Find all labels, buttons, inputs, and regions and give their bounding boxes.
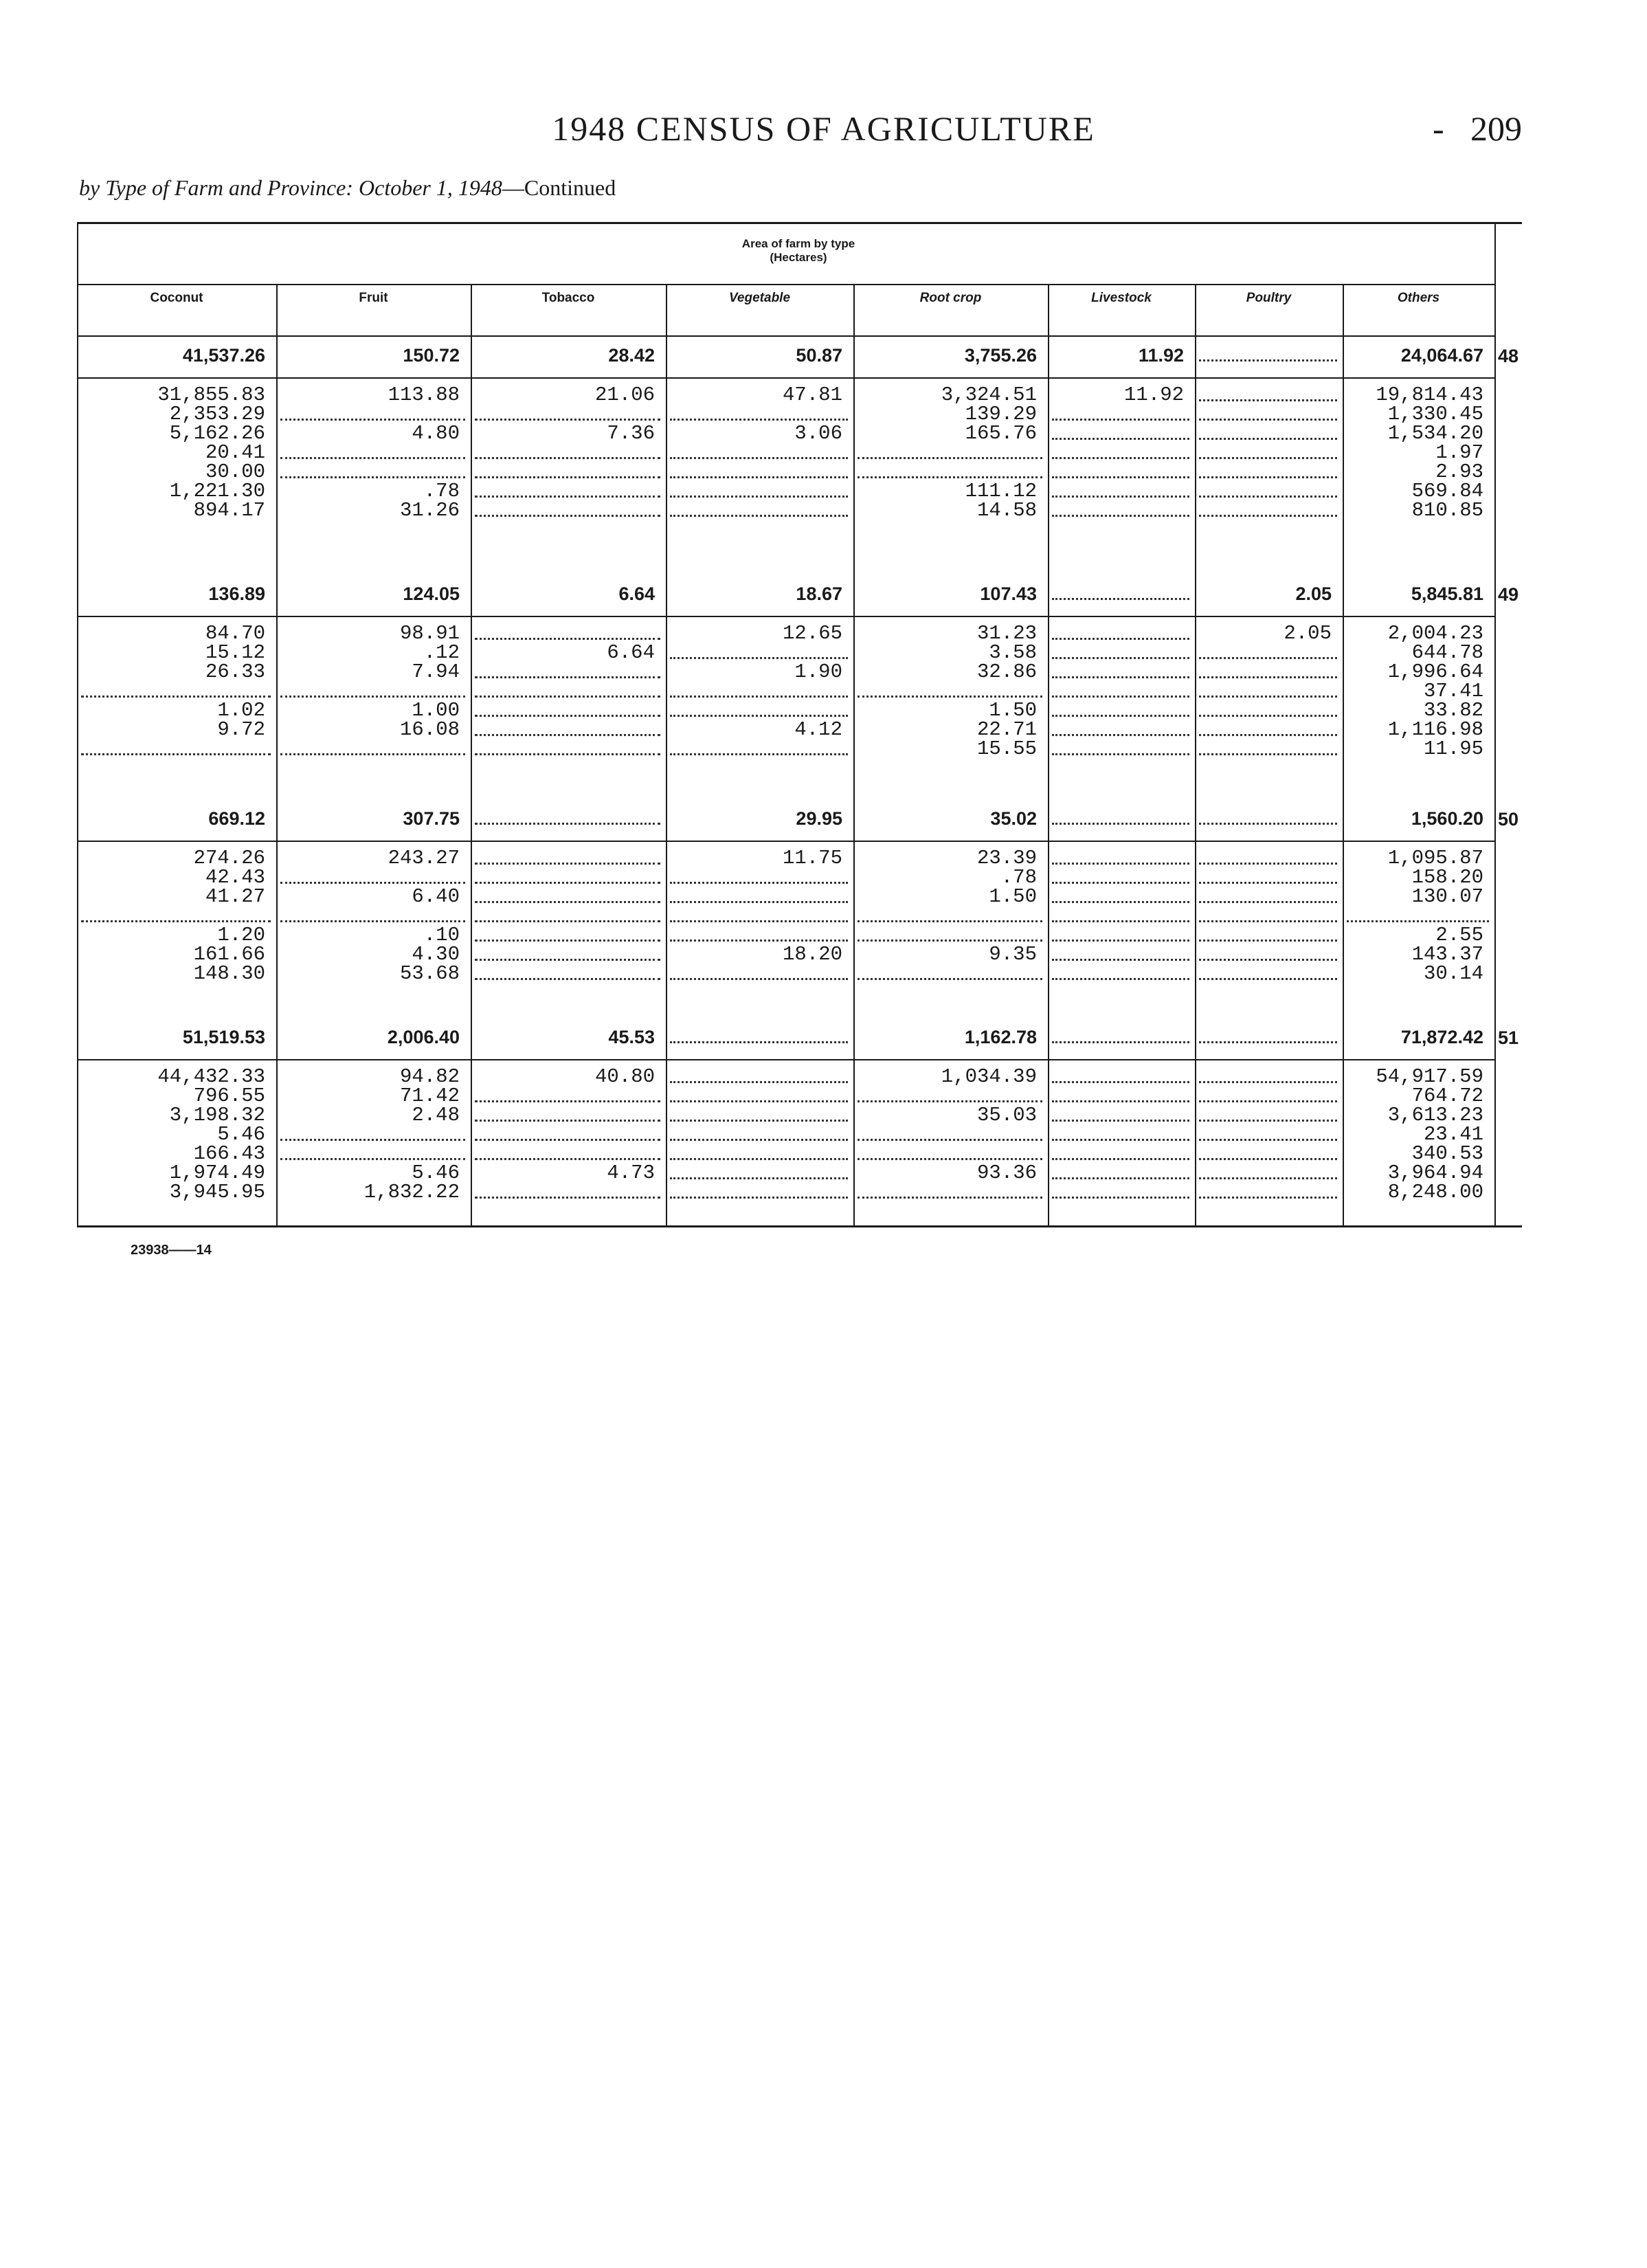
- empty-cell-leader: [1052, 638, 1189, 640]
- empty-cell-leader: [475, 1197, 660, 1199]
- column-header-coconut: Coconut: [150, 291, 203, 305]
- table-cell: 11.92: [1123, 383, 1184, 406]
- total-cell: 41,537.26: [182, 345, 265, 366]
- empty-cell-leader: [1199, 920, 1337, 922]
- empty-cell-leader: [280, 457, 465, 459]
- table-cell: 4.73: [607, 1161, 655, 1184]
- empty-cell-leader: [1199, 1081, 1337, 1083]
- empty-cell-leader: [1052, 882, 1189, 884]
- empty-cell-leader: [670, 476, 848, 478]
- table-cell: 7.36: [607, 422, 655, 445]
- table-cell: 9.72: [217, 718, 265, 741]
- column-header-fruit: Fruit: [359, 291, 388, 305]
- table-cell: 644.78: [1411, 641, 1483, 664]
- empty-cell-leader: [280, 1139, 465, 1141]
- empty-cell-leader: [280, 882, 465, 884]
- table-cell: 5.46: [412, 1161, 460, 1184]
- column-header-root-crop: Root crop: [919, 291, 982, 305]
- table-cell: 30.00: [205, 460, 265, 483]
- empty-cell-leader: [1052, 823, 1189, 825]
- table-cell: 340.53: [1411, 1142, 1483, 1165]
- empty-cell-leader: [670, 496, 848, 498]
- column-rule: [1048, 284, 1049, 1225]
- table-cell: 2.55: [1435, 924, 1483, 946]
- table-cell: 4.12: [794, 718, 842, 741]
- empty-cell-leader: [1052, 696, 1189, 698]
- page-dash: -: [1433, 109, 1444, 148]
- table-cell: 22.71: [976, 718, 1037, 741]
- column-header-poultry: Poultry: [1246, 291, 1292, 305]
- page-number: 209: [1470, 109, 1522, 148]
- empty-cell-leader: [1199, 657, 1337, 659]
- empty-cell-leader: [1052, 978, 1189, 980]
- table-cell: 1.00: [412, 699, 460, 722]
- empty-cell-leader: [1199, 496, 1337, 498]
- empty-cell-leader: [475, 734, 660, 736]
- empty-cell-leader: [475, 676, 660, 678]
- empty-cell-leader: [1199, 399, 1337, 401]
- empty-cell-leader: [670, 901, 848, 903]
- table-cell: 44,432.33: [157, 1065, 265, 1088]
- table-cell: 1,534.20: [1387, 422, 1483, 445]
- total-cell: 5,845.81: [1411, 583, 1483, 604]
- table-cell: 3,324.51: [941, 383, 1037, 406]
- empty-cell-leader: [475, 940, 660, 942]
- table-cell: 84.70: [205, 622, 265, 645]
- empty-cell-leader: [670, 978, 848, 980]
- table-cell: 810.85: [1411, 499, 1483, 522]
- empty-cell-leader: [1199, 753, 1337, 755]
- table-cell: 37.41: [1423, 680, 1483, 702]
- empty-cell-leader: [1199, 1100, 1337, 1102]
- total-cell: 3,755.26: [964, 345, 1037, 366]
- empty-cell-leader: [1052, 438, 1189, 440]
- empty-cell-leader: [280, 920, 465, 922]
- total-cell: 124.05: [403, 583, 460, 604]
- empty-cell-leader: [1052, 1081, 1189, 1083]
- section-total-rule: [77, 841, 1494, 842]
- empty-cell-leader: [670, 696, 848, 698]
- table-cell: 113.88: [388, 383, 460, 406]
- empty-cell-leader: [858, 476, 1042, 478]
- table-cell: 2,353.29: [169, 403, 265, 425]
- table-cell: 1,996.64: [1387, 660, 1483, 683]
- empty-cell-leader: [1199, 457, 1337, 459]
- table-cell: 1.20: [217, 924, 265, 946]
- empty-cell-leader: [475, 638, 660, 640]
- table-cell: 26.33: [205, 660, 265, 683]
- empty-cell-leader: [1052, 863, 1189, 865]
- table-cell: 1,095.87: [1387, 847, 1483, 869]
- table-cell: 47.81: [782, 383, 842, 406]
- empty-cell-leader: [858, 696, 1042, 698]
- table-cell: .12: [423, 641, 460, 664]
- empty-cell-leader: [1199, 863, 1337, 865]
- table-cell: 30.14: [1423, 962, 1483, 985]
- table-cell: 3,613.23: [1387, 1104, 1483, 1126]
- empty-cell-leader: [1052, 457, 1189, 459]
- empty-cell-leader: [1199, 676, 1337, 678]
- empty-cell-leader: [1199, 1197, 1337, 1199]
- empty-cell-leader: [858, 940, 1042, 942]
- table-cell: 158.20: [1411, 866, 1483, 889]
- empty-cell-leader: [858, 920, 1042, 922]
- empty-cell-leader: [475, 419, 660, 421]
- table-cell: 3.58: [989, 641, 1037, 664]
- table-cell: 11.75: [782, 847, 842, 869]
- empty-cell-leader: [1052, 1177, 1189, 1179]
- total-cell: 11.92: [1138, 345, 1184, 366]
- empty-cell-leader: [670, 1158, 848, 1160]
- group-heading: [77, 237, 1520, 265]
- table-cell: 161.66: [193, 943, 265, 966]
- table-cell: 2.05: [1284, 622, 1332, 645]
- table-cell: 3,945.95: [169, 1181, 265, 1203]
- table-cell: 20.41: [205, 441, 265, 464]
- census-table: [77, 222, 1522, 1225]
- table-cell: 130.07: [1411, 885, 1483, 908]
- table-cell: 148.30: [193, 962, 265, 985]
- total-cell: 51,519.53: [182, 1027, 265, 1047]
- total-cell: 2,006.40: [387, 1027, 460, 1047]
- empty-cell-leader: [670, 715, 848, 717]
- total-cell: 45.53: [608, 1027, 655, 1047]
- empty-cell-leader: [1052, 901, 1189, 903]
- footer-code: 23938——14: [131, 1243, 212, 1258]
- table-cell: 21.06: [594, 383, 655, 406]
- row-number: 49: [1498, 584, 1519, 605]
- table-cell: 143.37: [1411, 943, 1483, 966]
- table-cell: 6.40: [412, 885, 460, 908]
- table-cell: 3,198.32: [169, 1104, 265, 1126]
- empty-cell-leader: [1199, 476, 1337, 478]
- empty-cell-leader: [475, 1120, 660, 1122]
- table-cell: 71.42: [399, 1085, 460, 1107]
- table-cell: 2.48: [412, 1104, 460, 1126]
- table-cell: 32.86: [976, 660, 1037, 683]
- total-cell: 28.42: [608, 345, 655, 366]
- empty-cell-leader: [670, 1120, 848, 1122]
- empty-cell-leader: [1052, 419, 1189, 421]
- empty-cell-leader: [475, 1139, 660, 1141]
- empty-cell-leader: [858, 1158, 1042, 1160]
- total-cell: 35.02: [990, 808, 1037, 829]
- table-subtitle: [79, 175, 616, 201]
- empty-cell-leader: [475, 959, 660, 961]
- empty-cell-leader: [81, 920, 271, 922]
- table-cell: 19,814.43: [1376, 383, 1483, 406]
- empty-cell-leader: [1199, 940, 1337, 942]
- column-header-vegetable: Vegetable: [728, 291, 791, 305]
- table-cell: 569.84: [1411, 480, 1483, 502]
- table-cell: 1,221.30: [169, 480, 265, 502]
- empty-cell-leader: [670, 920, 848, 922]
- empty-cell-leader: [670, 457, 848, 459]
- empty-cell-leader: [1052, 1120, 1189, 1122]
- empty-cell-leader: [670, 882, 848, 884]
- subtitle-main: by Type of Farm and Province: October 1, 1948: [79, 175, 502, 200]
- empty-cell-leader: [670, 1139, 848, 1141]
- empty-cell-leader: [670, 940, 848, 942]
- empty-cell-leader: [280, 419, 465, 421]
- empty-cell-leader: [1199, 696, 1337, 698]
- table-cell: 1,832.22: [363, 1181, 460, 1203]
- total-cell: 18.67: [796, 583, 842, 604]
- empty-cell-leader: [1052, 657, 1189, 659]
- table-cell: 18.20: [782, 943, 842, 966]
- empty-cell-leader: [280, 753, 465, 755]
- subtitle-continued: —Continued: [502, 175, 616, 200]
- table-cell: 2,004.23: [1387, 622, 1483, 645]
- empty-cell-leader: [1199, 419, 1337, 421]
- empty-cell-leader: [1052, 959, 1189, 961]
- total-cell: 50.87: [796, 345, 842, 366]
- table-cell: 98.91: [399, 622, 460, 645]
- empty-cell-leader: [858, 1139, 1042, 1141]
- empty-cell-leader: [1052, 1041, 1189, 1043]
- table-cell: 12.65: [782, 622, 842, 645]
- empty-cell-leader: [475, 476, 660, 478]
- empty-cell-leader: [1052, 753, 1189, 755]
- empty-cell-leader: [858, 978, 1042, 980]
- empty-cell-leader: [670, 419, 848, 421]
- empty-cell-leader: [1052, 1139, 1189, 1141]
- row-number: 48: [1498, 346, 1519, 366]
- group-heading-rule: [77, 284, 1494, 285]
- table-cell: 111.12: [965, 480, 1037, 502]
- table-cell: 1,974.49: [169, 1161, 265, 1184]
- empty-cell-leader: [1199, 978, 1337, 980]
- table-cell: 1.50: [989, 885, 1037, 908]
- empty-cell-leader: [670, 1041, 848, 1043]
- table-cell: 31,855.83: [157, 383, 265, 406]
- table-cell: 53.68: [399, 962, 460, 985]
- empty-cell-leader: [670, 1081, 848, 1083]
- table-cell: 1.97: [1435, 441, 1483, 464]
- empty-cell-leader: [81, 696, 271, 698]
- empty-cell-leader: [670, 657, 848, 659]
- empty-cell-leader: [475, 696, 660, 698]
- table-cell: 139.29: [965, 403, 1037, 425]
- table-cell: 243.27: [388, 847, 460, 869]
- table-cell: 3,964.94: [1387, 1161, 1483, 1184]
- table-cell: 33.82: [1423, 699, 1483, 722]
- empty-cell-leader: [858, 1197, 1042, 1199]
- table-cell: 15.12: [205, 641, 265, 664]
- table-bottom-rule: [77, 1225, 1522, 1227]
- empty-cell-leader: [858, 1100, 1042, 1102]
- empty-cell-leader: [1052, 676, 1189, 678]
- total-cell: 307.75: [403, 808, 460, 829]
- total-cell: 29.95: [796, 808, 842, 829]
- empty-cell-leader: [1052, 496, 1189, 498]
- table-cell: 1,034.39: [941, 1065, 1037, 1088]
- table-cell: 9.35: [989, 943, 1037, 966]
- table-cell: 6.64: [607, 641, 655, 664]
- empty-cell-leader: [1347, 920, 1489, 922]
- empty-cell-leader: [1199, 1041, 1337, 1043]
- table-cell: 1,116.98: [1387, 718, 1483, 741]
- table-cell: 23.39: [976, 847, 1037, 869]
- table-cell: 35.03: [976, 1104, 1037, 1126]
- total-cell: 136.89: [208, 583, 265, 604]
- table-cell: 1.90: [794, 660, 842, 683]
- empty-cell-leader: [1052, 940, 1189, 942]
- table-cell: 165.76: [965, 422, 1037, 445]
- total-cell: 6.64: [618, 583, 655, 604]
- empty-cell-leader: [280, 1158, 465, 1160]
- table-cell: 5.46: [217, 1123, 265, 1146]
- empty-cell-leader: [1052, 515, 1189, 517]
- section-total-rule: [77, 1059, 1494, 1060]
- total-cell: 107.43: [980, 583, 1037, 604]
- table-top-rule: [77, 222, 1522, 224]
- total-cell: 2.05: [1295, 583, 1332, 604]
- empty-cell-leader: [475, 901, 660, 903]
- table-cell: 94.82: [399, 1065, 460, 1088]
- table-cell: 4.30: [412, 943, 460, 966]
- empty-cell-leader: [1052, 1158, 1189, 1160]
- column-rule: [1195, 284, 1196, 1225]
- empty-cell-leader: [1199, 1158, 1337, 1160]
- group-heading-line1: Area of farm by type: [741, 237, 855, 250]
- table-right-rule: [1494, 222, 1496, 1225]
- table-cell: 8,248.00: [1387, 1181, 1483, 1203]
- empty-cell-leader: [475, 882, 660, 884]
- empty-cell-leader: [670, 1100, 848, 1102]
- empty-cell-leader: [670, 753, 848, 755]
- empty-cell-leader: [475, 457, 660, 459]
- table-cell: 5,162.26: [169, 422, 265, 445]
- table-cell: 4.80: [412, 422, 460, 445]
- empty-cell-leader: [1199, 438, 1337, 440]
- section-total-rule: [77, 377, 1494, 379]
- table-cell: 31.26: [399, 499, 460, 522]
- empty-cell-leader: [1052, 734, 1189, 736]
- table-cell: 2.93: [1435, 460, 1483, 483]
- table-cell: 42.43: [205, 866, 265, 889]
- table-cell: .78: [1000, 866, 1037, 889]
- total-cell: 669.12: [208, 808, 265, 829]
- group-heading-line2: (Hectares): [770, 251, 827, 264]
- empty-cell-leader: [280, 696, 465, 698]
- empty-cell-leader: [475, 496, 660, 498]
- column-header-livestock: Livestock: [1091, 291, 1152, 305]
- empty-cell-leader: [475, 1100, 660, 1102]
- table-cell: .10: [423, 924, 460, 946]
- empty-cell-leader: [1199, 359, 1337, 362]
- empty-cell-leader: [1052, 715, 1189, 717]
- empty-cell-leader: [1199, 715, 1337, 717]
- empty-cell-leader: [1052, 1197, 1189, 1199]
- table-cell: 40.80: [594, 1065, 655, 1088]
- total-cell: 1,560.20: [1411, 808, 1483, 829]
- table-cell: 1,330.45: [1387, 403, 1483, 425]
- empty-cell-leader: [475, 753, 660, 755]
- empty-cell-leader: [858, 457, 1042, 459]
- table-cell: 166.43: [193, 1142, 265, 1165]
- empty-cell-leader: [1052, 920, 1189, 922]
- table-cell: .78: [423, 480, 460, 502]
- total-cell: 150.72: [403, 345, 460, 366]
- table-cell: 14.58: [976, 499, 1037, 522]
- empty-cell-leader: [1199, 1177, 1337, 1179]
- empty-cell-leader: [475, 515, 660, 517]
- section-total-rule: [77, 616, 1494, 617]
- empty-cell-leader: [475, 920, 660, 922]
- page-title: 1948 CENSUS OF AGRICULTURE: [552, 109, 1095, 148]
- table-cell: 54,917.59: [1376, 1065, 1483, 1088]
- empty-cell-leader: [1052, 476, 1189, 478]
- table-cell: 796.55: [193, 1085, 265, 1107]
- empty-cell-leader: [1052, 598, 1189, 600]
- total-cell: 71,872.42: [1400, 1027, 1483, 1047]
- table-cell: 15.55: [976, 737, 1037, 760]
- empty-cell-leader: [475, 823, 660, 825]
- total-cell: 1,162.78: [964, 1027, 1037, 1047]
- empty-cell-leader: [1199, 823, 1337, 825]
- table-cell: 1.50: [989, 699, 1037, 722]
- table-cell: 23.41: [1423, 1123, 1483, 1146]
- empty-cell-leader: [670, 1177, 848, 1179]
- empty-cell-leader: [670, 1197, 848, 1199]
- column-header-rule: [77, 335, 1494, 337]
- table-cell: 31.23: [976, 622, 1037, 645]
- empty-cell-leader: [670, 515, 848, 517]
- empty-cell-leader: [1199, 1120, 1337, 1122]
- table-cell: 274.26: [193, 847, 265, 869]
- column-header-others: Others: [1397, 291, 1440, 305]
- empty-cell-leader: [1199, 1139, 1337, 1141]
- table-cell: 7.94: [412, 660, 460, 683]
- empty-cell-leader: [1199, 515, 1337, 517]
- empty-cell-leader: [475, 863, 660, 865]
- table-cell: 3.06: [794, 422, 842, 445]
- total-cell: 24,064.67: [1400, 345, 1483, 366]
- empty-cell-leader: [280, 476, 465, 478]
- table-cell: 11.95: [1423, 737, 1483, 760]
- empty-cell-leader: [1199, 882, 1337, 884]
- empty-cell-leader: [1199, 901, 1337, 903]
- empty-cell-leader: [81, 753, 271, 755]
- table-cell: 764.72: [1411, 1085, 1483, 1107]
- empty-cell-leader: [475, 1158, 660, 1160]
- table-cell: 894.17: [193, 499, 265, 522]
- table-cell: 16.08: [399, 718, 460, 741]
- table-cell: 1.02: [217, 699, 265, 722]
- table-cell: 41.27: [205, 885, 265, 908]
- row-number: 50: [1498, 809, 1519, 830]
- empty-cell-leader: [475, 715, 660, 717]
- table-cell: 93.36: [976, 1161, 1037, 1184]
- empty-cell-leader: [1199, 734, 1337, 736]
- empty-cell-leader: [1199, 959, 1337, 961]
- empty-cell-leader: [475, 978, 660, 980]
- empty-cell-leader: [1052, 1100, 1189, 1102]
- row-number: 51: [1498, 1027, 1519, 1048]
- column-header-tobacco: Tobacco: [541, 291, 595, 305]
